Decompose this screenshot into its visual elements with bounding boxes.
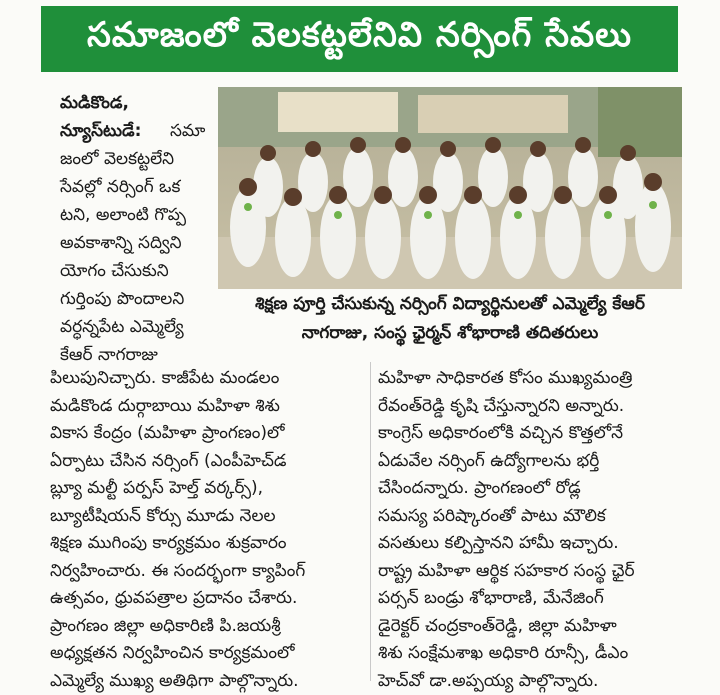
text-line: నిర్వహించారు. ఈ సందర్భంగా క్యాపింగ్ — [50, 558, 368, 586]
left-bottom-column — [50, 365, 368, 695]
text-line: కేఆర్ నాగరాజు — [60, 342, 158, 370]
photo-caption — [218, 290, 682, 358]
text-line: అధ్యక్షతన నిర్వహించిన కార్యక్రమంలో — [50, 640, 368, 668]
text-line: ఎమ్మెల్యే ముఖ్య అతిథిగా పాల్గొన్నారు. — [50, 668, 368, 695]
text-line: కాంగ్రెస్ అధికారంలోకి వచ్చిన కొత్తలోనే — [378, 420, 682, 448]
text-line: చేసిందన్నారు. ప్రాంగణంలో రోడ్ల — [378, 475, 682, 503]
caption-line: శిక్షణ పూర్తి చేసుకున్న నర్సింగ్ విద్యార్థినులతో ఎమ్మెల్యే కేఆర్ — [218, 290, 682, 319]
text-line: హెచ్‌వో డా.అప్పయ్య పాల్గొన్నారు. — [378, 668, 682, 695]
text-line: ప్రాంగణం జిల్లా అధికారిణి పి.జయశ్రీ — [50, 613, 368, 641]
text-line: పర్సన్ బండ్రు శోభారాణి, మేనేజింగ్ — [378, 585, 682, 613]
text-line: మహిళా సాధికారత కోసం ముఖ్యమంత్రి — [378, 365, 682, 393]
text-line: వసతులు కల్పిస్తానని హామీ ఇచ్చారు. — [378, 530, 682, 558]
text-line: బ్ల్యూ మల్టీ పర్పస్ హెల్త్ వర్కర్స్), — [50, 475, 368, 503]
text-line: యోగం చేసుకుని — [60, 258, 169, 286]
text-line: టని, అలాంటి గొప్ప — [60, 202, 186, 230]
text-line: వర్ధన్నపేట ఎమ్మెల్యే — [60, 314, 184, 342]
text-line: ఏడువేల నర్సింగ్ ఉద్యోగాలను భర్తీ — [378, 448, 682, 476]
text-line: సమా — [170, 118, 205, 146]
headline-text: సమాజంలో వెలకట్టలేనివి నర్సింగ్ సేవలు — [87, 15, 632, 63]
dateline-source: న్యూస్‌టుడే: — [60, 118, 141, 146]
text-line: ఏర్పాటు చేసిన నర్సింగ్ (ఎంపీహెచ్‌డ — [50, 448, 368, 476]
text-line: రాష్ట్ర మహిళా ఆర్థిక సహకార సంస్థ ఛైర్ — [378, 558, 682, 586]
text-line: పిలుపునిచ్చారు. కాజీపేట మండలం — [50, 365, 368, 393]
group-photo-image — [218, 87, 682, 289]
text-line: రేవంత్‌రెడ్డి కృషి చేస్తున్నారని అన్నారు. — [378, 393, 682, 421]
text-line: ఉత్సవం, ధ్రువపత్రాల ప్రదానం చేశారు. — [50, 585, 368, 613]
text-line: సేవల్లో నర్సింగ్ ఒక — [60, 174, 180, 202]
text-line: అవకాశాన్ని సద్విని — [60, 230, 182, 258]
headline-banner — [41, 6, 678, 72]
caption-line: నాగరాజు, సంస్థ ఛైర్మన్ శోభారాణి తదితరులు — [218, 319, 682, 348]
text-line: జంలో వెలకట్టలేని — [60, 146, 174, 174]
text-line: శిశు సంక్షేమశాఖ అధికారి రూన్సీ, డీఎం — [378, 640, 682, 668]
dateline-place: మడికొండ, — [60, 90, 129, 118]
text-line: శిక్షణ ముగింపు కార్యక్రమం శుక్రవారం — [50, 530, 368, 558]
text-line: మడికొండ దుర్గాబాయి మహిళా శిశు — [50, 393, 368, 421]
text-line: గుర్తింపు పొందాలని — [60, 286, 184, 314]
news-photo — [218, 87, 682, 289]
text-line: వికాస కేంద్రం (మహిళా ప్రాంగణం)లో — [50, 420, 368, 448]
text-line: సమస్య పరిష్కారంతో పాటు మౌలిక — [378, 503, 682, 531]
column-divider — [370, 362, 371, 681]
text-line: డైరెక్టర్ చంద్రకాంత్‌రెడ్డి, జిల్లా మహిళా — [378, 613, 682, 641]
right-column — [378, 365, 682, 695]
text-line: బ్యూటీషియన్ కోర్సు మూడు నెలల — [50, 503, 368, 531]
